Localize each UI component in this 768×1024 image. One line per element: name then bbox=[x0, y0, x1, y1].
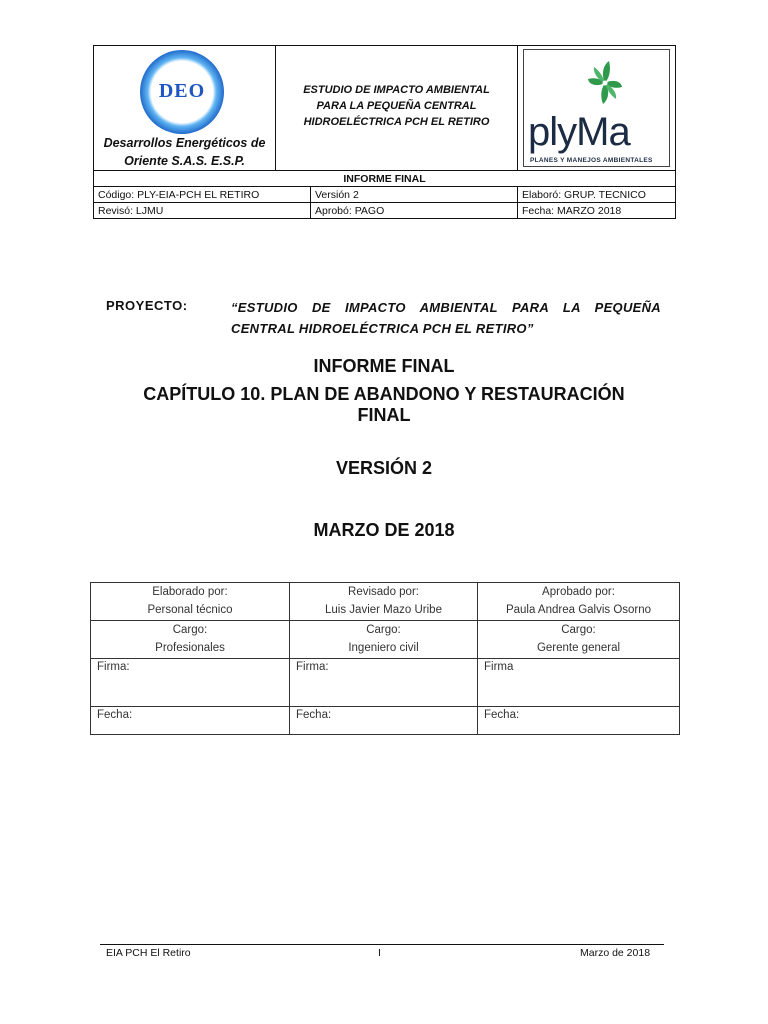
footer-right: Marzo de 2018 bbox=[580, 947, 651, 959]
chapter-title-line1: CAPÍTULO 10. PLAN DE ABANDONO Y RESTAURACIÓN bbox=[143, 384, 625, 404]
document-header-table bbox=[93, 45, 676, 219]
informe-final-label: INFORME FINAL bbox=[94, 171, 676, 187]
codigo-field: Código: PLY-EIA-PCH EL RETIRO bbox=[94, 187, 311, 203]
elaborado-cell: Elaborado por: Personal técnico bbox=[91, 583, 290, 621]
footer-divider bbox=[100, 944, 664, 945]
plyma-tagline: PLANES Y MANEJOS AMBIENTALES bbox=[530, 157, 653, 164]
company-name: Desarrollos Energéticos de Oriente S.A.S. E.S.P. bbox=[103, 136, 266, 168]
cargo-cell-3: Cargo: Gerente general bbox=[478, 621, 680, 659]
firma-cell-2: Firma: bbox=[290, 659, 478, 707]
version-heading: VERSIÓN 2 bbox=[335, 458, 433, 478]
pinwheel-icon bbox=[588, 60, 622, 106]
plyma-wordmark: plyMa bbox=[528, 110, 630, 154]
study-title: ESTUDIO DE IMPACTO AMBIENTAL PARA LA PEQUEÑA CENTRAL HIDROELÉCTRICA PCH EL RETIRO bbox=[276, 46, 518, 171]
version-field: Versión 2 bbox=[311, 187, 518, 203]
chapter-title-line2: FINAL bbox=[357, 405, 411, 425]
proyecto-label: PROYECTO: bbox=[106, 298, 188, 313]
proyecto-text: “ESTUDIO DE IMPACTO AMBIENTAL PARA LA PEQUEÑA CENTRAL HIDROELÉCTRICA PCH EL RETIRO” bbox=[231, 300, 661, 336]
firma-cell-3: Firma bbox=[478, 659, 680, 707]
fecha-cell-2: Fecha: bbox=[290, 707, 478, 735]
fecha-cell-1: Fecha: bbox=[91, 707, 290, 735]
aprobado-cell: Aprobado por: Paula Andrea Galvis Osorno bbox=[478, 583, 680, 621]
deo-logo-text: DEO bbox=[158, 80, 206, 102]
fecha-field: Fecha: MARZO 2018 bbox=[518, 203, 676, 219]
informe-final-heading: INFORME FINAL bbox=[313, 356, 455, 376]
signature-table bbox=[90, 582, 680, 735]
footer-left: EIA PCH El Retiro bbox=[106, 947, 191, 959]
revisado-cell: Revisado por: Luis Javier Mazo Uribe bbox=[290, 583, 478, 621]
date-heading: MARZO DE 2018 bbox=[313, 520, 455, 540]
deo-logo bbox=[140, 50, 224, 134]
cargo-cell-1: Cargo: Profesionales bbox=[91, 621, 290, 659]
firma-cell-1: Firma: bbox=[91, 659, 290, 707]
footer-page-number: I bbox=[378, 947, 381, 959]
plyma-logo bbox=[523, 49, 670, 167]
aprobo-field: Aprobó: PAGO bbox=[311, 203, 518, 219]
plyma-logo-cell bbox=[518, 46, 676, 171]
reviso-field: Revisó: LJMU bbox=[94, 203, 311, 219]
fecha-cell-3: Fecha: bbox=[478, 707, 680, 735]
cargo-cell-2: Cargo: Ingeniero civil bbox=[290, 621, 478, 659]
deo-logo-cell bbox=[94, 46, 276, 171]
elaboro-field: Elaboró: GRUP. TECNICO bbox=[518, 187, 676, 203]
